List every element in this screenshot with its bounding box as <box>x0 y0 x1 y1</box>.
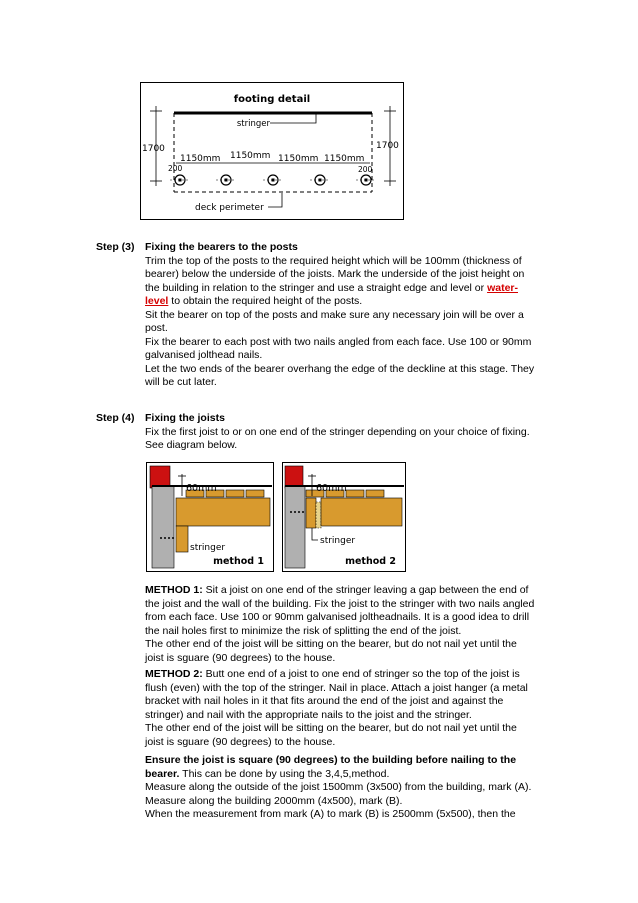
span-label: 1150mm <box>230 151 271 161</box>
text-line: joist is sguare (90 degrees) to the house. <box>145 735 336 748</box>
text-line: Fix the bearer to each post with two nails angled from each face. Use 100 or 90mm <box>145 335 532 348</box>
ensure-heading: Ensure the joist is square (90 degrees) to the building before nailing to the <box>145 754 517 766</box>
step-3-body <box>145 241 556 390</box>
right-offset-label: 200 <box>358 165 373 174</box>
gap-label: 60mm <box>316 483 347 494</box>
footing-title: footing detail <box>233 94 311 105</box>
joist <box>321 498 402 526</box>
wall-grey-post <box>285 486 305 568</box>
method-1-text <box>145 584 555 665</box>
stringer-block <box>176 526 188 552</box>
text-line <box>145 282 556 296</box>
text-line: bracket with nail holes in it that fits around the end of the joist and against the <box>145 695 504 707</box>
step-4-body <box>145 412 556 453</box>
wall-red-block <box>150 466 170 488</box>
wall-grey-post <box>152 486 174 568</box>
stringer-label: stringer <box>190 543 226 553</box>
ensure-heading: bearer. <box>145 767 180 780</box>
text-line: the joist and the wall of the building. Fix the joist to the stringer with two nails angled <box>145 597 535 610</box>
method-1-heading: METHOD 1: <box>145 584 203 596</box>
ensure-square-text <box>145 754 555 822</box>
span-label: 1150mm <box>324 154 365 164</box>
method-2-text <box>145 668 555 749</box>
water-level-link[interactable]: water- <box>487 281 518 294</box>
joist-hanger <box>316 502 321 528</box>
stringer-label: stringer <box>320 536 356 546</box>
left-height-label: 1700 <box>142 144 165 154</box>
water-level-link[interactable]: level <box>145 295 169 307</box>
text-run: Sit a joist on one end of the stringer leaving a gap between the end of <box>202 584 529 596</box>
text-line <box>145 668 555 682</box>
text-run: the building in relation to the stringer and use a straight edge and level or <box>145 281 488 294</box>
joist <box>176 498 270 526</box>
text-line: Sit the bearer on top of the posts and make sure any necessary join will be over a <box>145 308 524 321</box>
text-line: from each face. Use 100 or 90mm galvanised joltheadnails. It is a good idea to drill <box>145 611 530 623</box>
span-label: 1150mm <box>278 154 319 164</box>
left-offset-label: 200 <box>168 164 183 173</box>
text-line: post. <box>145 322 168 334</box>
text-run: to obtain the required height of the posts. <box>168 295 363 307</box>
decking-board <box>226 490 244 497</box>
perimeter-label: deck perimeter <box>195 203 264 213</box>
gap-label: 60mm <box>186 483 217 494</box>
joist-methods-diagram <box>146 462 406 572</box>
text-line <box>145 295 556 309</box>
stringer-label: stringer <box>236 119 270 129</box>
text-line: Let the two ends of the bearer overhang the edge of the deckline at this stage. They <box>145 362 535 375</box>
text-line <box>145 584 555 598</box>
step-3 <box>96 241 556 390</box>
text-run: This can be done by using the 3,4,5,method. <box>179 767 390 780</box>
text-line: See diagram below. <box>145 439 238 451</box>
text-line <box>145 768 555 782</box>
step-4-label: Step (4) <box>96 412 135 424</box>
text-line: The other end of the joist will be sitting on the bearer, but do not nail yet until the <box>145 722 517 734</box>
stringer-block <box>306 498 316 528</box>
span-label: 1150mm <box>180 154 221 164</box>
decking-board <box>246 490 264 497</box>
text-line: galvanised jolthead nails. <box>145 349 263 361</box>
text-line: When the measurement from mark (A) to mark (B) is 2500mm (5x500), then the <box>145 808 516 820</box>
method-label: method 1 <box>213 556 264 567</box>
text-line: Measure along the outside of the joist 1500mm (3x500) from the building, mark (A). <box>145 781 532 793</box>
text-line: Fix the first joist to or on one end of the stringer depending on your choice of fixing. <box>145 425 530 438</box>
text-line: stringer) and nail with the appropriate nails to the joist and the stringer. <box>145 708 472 721</box>
step-3-title: Fixing the bearers to the posts <box>145 241 298 253</box>
text-line: Trim the top of the posts to the required height which will be 100mm (thickness of <box>145 254 522 267</box>
step-3-label: Step (3) <box>96 241 135 253</box>
decking-board <box>366 490 384 497</box>
text-run: Butt one end of a joist to one end of stringer so the top of the joist is <box>202 668 520 680</box>
text-line: the nail holes first to minimize the risk of splitting the end of the joist. <box>145 624 462 637</box>
text-line: joist is sguare (90 degrees) to the house. <box>145 651 336 664</box>
wall-red-block <box>285 466 303 488</box>
method-1-panel <box>147 463 274 572</box>
step-4-title: Fixing the joists <box>145 412 225 424</box>
method-2-panel <box>283 463 406 572</box>
footing-detail-diagram <box>140 82 404 220</box>
step-4 <box>96 412 556 453</box>
text-line: Measure along the building 2000mm (4x500), mark (B). <box>145 794 403 807</box>
method-label: method 2 <box>345 556 396 567</box>
right-height-label: 1700 <box>376 141 399 151</box>
text-line: will be cut later. <box>145 376 217 388</box>
method-2-heading: METHOD 2: <box>145 668 203 680</box>
text-line: flush (even) with the top of the stringer. Nail in place. Attach a joist hanger (a metal <box>145 681 528 694</box>
text-line: The other end of the joist will be sitting on the bearer, but do not nail yet until the <box>145 638 517 650</box>
text-line: bearer) below the underside of the joists. Mark the underside of the joist height on <box>145 268 525 280</box>
decking-board <box>346 490 364 497</box>
